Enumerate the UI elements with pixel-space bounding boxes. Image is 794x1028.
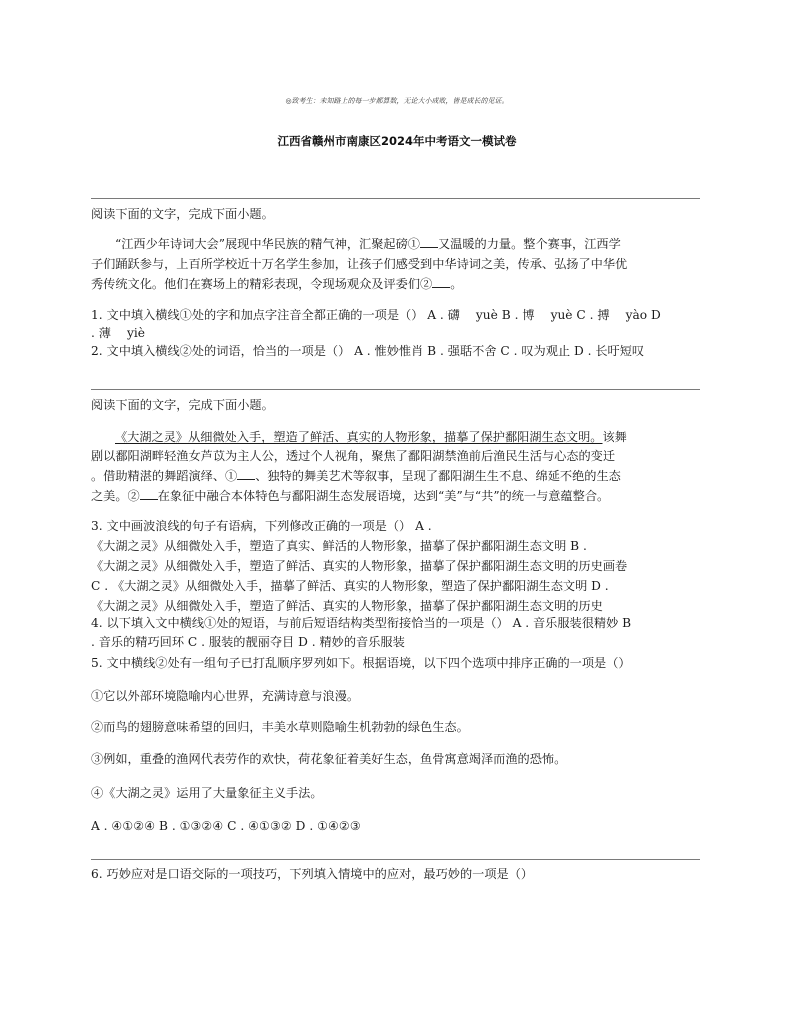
divider-3 [91,859,700,860]
question-3-line-3: 《大湖之灵》从细微处入手，塑造了鲜活、真实的人物形象，描摹了保护鄱阳湖生态文明的历史画卷 [91,559,628,573]
question-3-line-4: C . 《大湖之灵》从细微处入手，描摹了鲜活、真实的人物形象，塑造了保护鄱阳湖生态文明 D . [91,579,609,593]
section2-passage-line-1: 《大湖之灵》从细微处入手，塑造了鲜活、真实的人物形象，描摹了保护鄱阳湖生态文明。该舞 [115,430,627,444]
blank-4 [140,488,158,500]
exam-title: 江西省赣州市南康区2024年中考语文一模试卷 [277,134,517,148]
question-1-line-1: 1. 文中填入横线①处的字和加点字注音全都正确的一项是（） A . 礴 yuè B . 博 yuè C . 搏 yào D [91,308,661,322]
question-3-line-5: 《大湖之灵》从细微处入手，塑造了鲜活、真实的人物形象，描摹了保护鄱阳湖生态文明的历史 [91,599,603,613]
question-5-options: A . ④①②④ B . ①③②④ C . ④①③② D . ①④②③ [91,819,361,833]
question-3-line-1: 3. 文中画波浪线的句子有语病，下列修改正确的一项是（） A . [91,519,432,533]
section2-passage-line-2: 剧以鄱阳湖畔轻渔女芦苡为主人公，透过个人视角，聚焦了鄱阳湖禁渔前后渔民生活与心态的变迁 [91,449,616,463]
question-1-line-2: . 薄 yiè [91,326,145,340]
ordering-item-3: ③例如，重叠的渔网代表劳作的欢快，荷花象征着美好生态，鱼骨寓意竭泽而渔的恐怖。 [91,752,567,766]
divider-1 [91,198,700,199]
blank-2 [432,276,450,288]
divider-2 [91,389,700,390]
section2-passage-line-3: 。借助精湛的舞蹈演绎、① 、独特的舞美艺术等叙事，呈现了鄱阳湖生生不息、绵延不绝的生态 [91,469,621,483]
blank-1 [420,236,438,248]
question-2: 2. 文中填入横线②处的词语，恰当的一项是（） A . 惟妙惟肖 B . 强聒不舍 C . 叹为观止 D . 长吁短叹 [91,344,645,358]
blank-3 [237,468,255,480]
question-4-line-2: . 音乐的精巧回环 C . 服装的靓丽夺目 D . 精妙的音乐服装 [91,635,405,649]
question-4-line-1: 4. 以下填入文中横线①处的短语，与前后短语结构类型衔接恰当的一项是（） A . 音乐服装很精妙 B [91,616,632,630]
section1-instruction: 阅读下面的文字，完成下面小题。 [91,207,274,221]
section2-instruction: 阅读下面的文字，完成下面小题。 [91,398,274,412]
section2-passage-line-4: 之美。② 在象征中融合本体特色与鄱阳湖生态发展语境，达到“美”与“共”的统一与意蕴整合。 [91,489,610,503]
question-6: 6. 巧妙应对是口语交际的一项技巧，下列填入情境中的应对，最巧妙的一项是（） [91,867,534,881]
question-3-line-2: 《大湖之灵》从细微处入手，塑造了真实、鲜活的人物形象，描摹了保护鄱阳湖生态文明 B . [91,539,587,553]
question-5: 5. 文中横线②处有一组句子已打乱顺序罗列如下。根据语境，以下四个选项中排序正确的一项是（） [91,656,631,670]
section1-passage-line-1: “江西少年诗词大会”展现中华民族的精气神，汇聚起磅① 又温暖的力量。整个赛事，江西学 [115,237,621,251]
ordering-item-1: ①它以外部环境隐喻内心世界，充满诗意与浪漫。 [91,689,360,703]
section1-passage-line-3: 秀传统文化。他们在赛场上的精彩表现，令现场观众及评委们② 。 [91,277,463,291]
ordering-item-2: ②而鸟的翅膀意味希望的回归，丰美水草则隐喻生机勃勃的绿色生态。 [91,720,469,734]
wavy-underlined-sentence: 《大湖之灵》从细微处入手，塑造了鲜活、真实的人物形象，描摹了保护鄱阳湖生态文明。 [115,430,603,444]
ordering-item-4: ④《大湖之灵》运用了大量象征主义手法。 [91,786,323,800]
motto-line: ◎致考生：未知路上的每一步都算数，无论大小成败，皆是成长的见证。 [285,97,509,105]
section1-passage-line-2: 子们踊跃参与，上百所学校近十万名学生参加，让孩子们感受到中华诗词之美，传承、弘扬了中华优 [91,257,628,271]
